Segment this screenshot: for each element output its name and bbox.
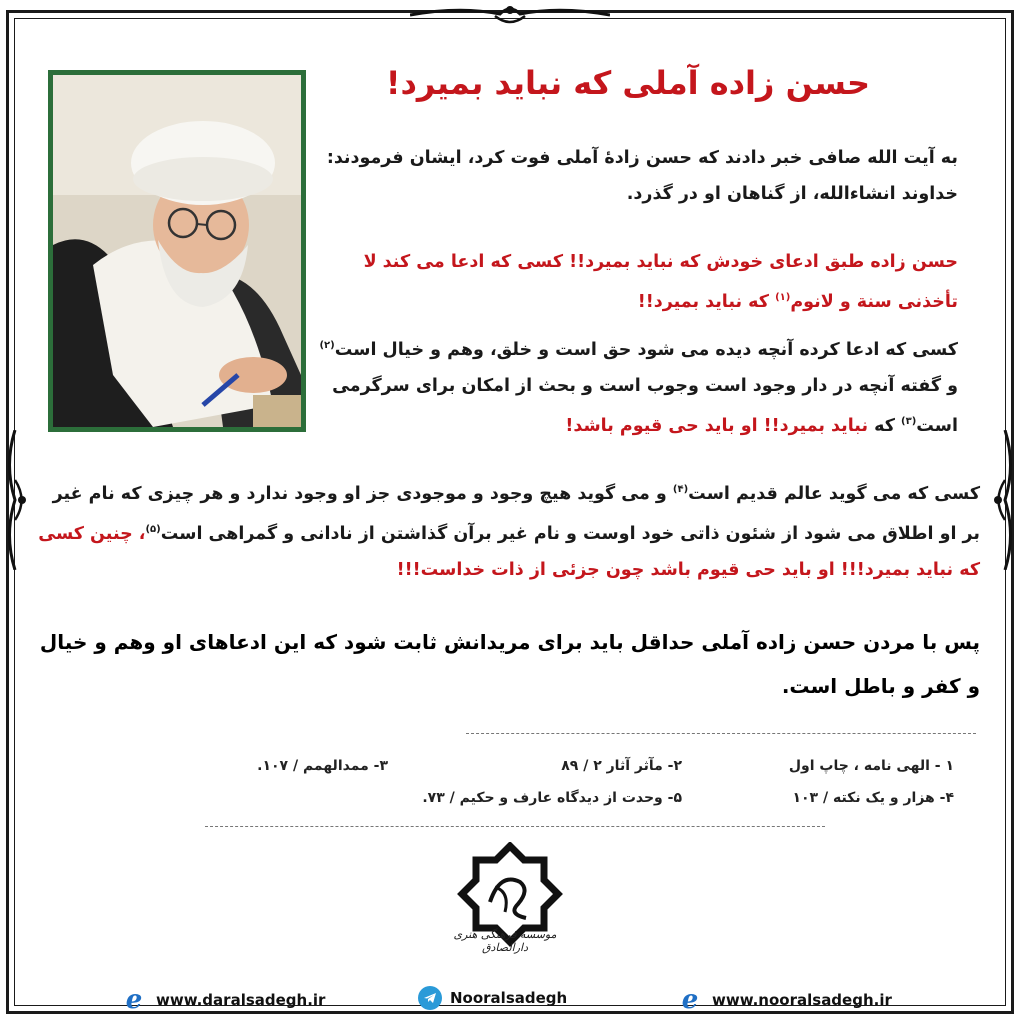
paragraph-3-text-a: کسی که ادعا کرده آنچه دیده می شود حق است و خلق، وهم و خیال است <box>334 339 958 360</box>
footnote-2: ۲- مآثر آثار ۲ / ۸۹ <box>561 758 682 774</box>
footer-telegram-text[interactable]: Nooralsadegh <box>450 989 568 1007</box>
conclusion-paragraph: پس با مردن حسن زاده آملی حداقل باید برای مریدانش ثابت شود که این ادعاهای او وهم و خیال و کفر و باطل است. <box>39 630 980 698</box>
internet-explorer-icon: e <box>681 985 699 1015</box>
portrait-illustration <box>53 75 301 427</box>
internet-explorer-icon: e <box>125 985 143 1015</box>
footnote-5: ۵- وحدت از دیدگاه عارف و حکیم / ۷۳. <box>422 790 682 806</box>
section-divider <box>205 826 825 827</box>
paragraph-3-text-b: و گفته آنچه در دار وجود است وجوب است و بحث از امکان برای سرگرمی است <box>332 375 958 436</box>
telegram-icon <box>418 986 442 1010</box>
paragraph-4 <box>30 472 980 588</box>
paragraph-3 <box>308 328 958 444</box>
right-ornament <box>990 430 1020 570</box>
footnote-3: ۳- ممدالهمم / ۱۰۷. <box>257 758 388 774</box>
paragraph-2-text: حسن زاده طبق ادعای خودش که نباید بمیرد!! کسی که ادعا می کند لا تأخذنی سنة و لانوم <box>363 252 958 312</box>
paragraph-1: به آیت الله صافی خبر دادند که حسن زادهٔ آملی فوت کرد، ایشان فرمودند: خداوند انشاءالله، از گناهان او در گذرد. <box>326 148 958 204</box>
page-title: حسن زاده آملی که نباید بمیرد! <box>385 64 870 102</box>
paragraph-3-highlight: نباید بمیرد!! او باید حی قیوم باشد! <box>565 415 875 436</box>
paragraph-2-tail: که نباید بمیرد!! <box>637 291 776 312</box>
paragraph-4-text-a: کسی که می گوید عالم قدیم است <box>688 483 980 504</box>
footnote-4: ۴- هزار و یک نکته / ۱۰۳ <box>792 790 954 806</box>
footnote-1: ۱ - الهی نامه ، چاپ اول <box>788 758 954 774</box>
logo-caption: موسسه فرهنگی هنری دارالصادق <box>453 928 557 954</box>
left-ornament <box>0 430 30 570</box>
paragraph-2 <box>308 244 958 320</box>
footer-site-2[interactable] <box>676 986 892 1014</box>
paragraph-3-text-c: که <box>874 415 901 436</box>
footnote-ref-1: (۱) <box>775 292 791 303</box>
portrait-photo <box>48 70 306 432</box>
footer-telegram[interactable] <box>418 986 567 1010</box>
top-ornament <box>410 2 610 28</box>
footnote-ref-2: (۲) <box>319 340 335 351</box>
footnote-ref-5: (۵) <box>145 523 161 535</box>
footnote-ref-3: (۳) <box>901 415 917 427</box>
footnote-divider <box>466 733 976 734</box>
footer-site-2-text[interactable]: www.nooralsadegh.ir <box>712 991 892 1009</box>
footnote-ref-4: (۴) <box>672 484 689 495</box>
paragraph-4-highlight: ، چنین کسی که نباید بمیرد!!! او باید حی قیوم باشد چون جزئی از ذات خداست!!! <box>38 523 980 580</box>
footer-site-1-text[interactable]: www.daralsadegh.ir <box>156 991 326 1009</box>
footer-site-1[interactable] <box>120 986 325 1014</box>
paragraph-4-text-b: و می گوید هیچ وجود و موجودی جز او وجود ندارد و هر چیزی که نام غیر بر او اطلاق می شود از شئون ذاتی خود اوست و نام غیر برآن گذاشتن از نادانی و گمراهی است <box>52 483 980 544</box>
